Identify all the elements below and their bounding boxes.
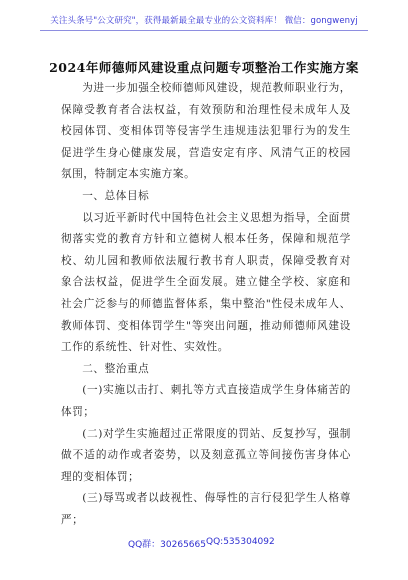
qq-contact-number: QQ:535304092	[206, 537, 275, 547]
header-divider	[40, 30, 368, 31]
intro-paragraph: 为进一步加强全校师德师风建设，规范教师职业行为，保障受教育者合法权益，有效预防和治理性侵未成年人及校园体罚、变相体罚等侵害学生违规违法犯罪行为的发生促进学生身心健康发展，营造安定有序、风清气正的校园氛围，特制定本实施方案。	[61, 82, 351, 181]
goals-paragraph: 以习近平新时代中国特色社会主义思想为指导，全面贯彻落实党的教育方针和立德树人根本任务，保障和规范学校、幼儿园和教师依法履行教书育人职责，保障受教育对象合法权益，促进学生全面发展。建立健全学校、家庭和社会广泛参与的师德监督体系，集中整治"性侵未成年人、教师体罚、变相体罚学生"等突出问题，推动师德师风建设工作的系统性、针对性、实效性。	[61, 211, 351, 354]
document-body	[61, 78, 351, 531]
focus-item-1: (一)实施以击打、刺扎等方式直接造成学生身体痛苦的体罚；	[61, 384, 351, 418]
focus-item-3: (三)辱骂或者以歧视性、侮辱性的言行侵犯学生人格尊严；	[61, 492, 351, 526]
section-heading-focus: 二、整治重点	[82, 362, 150, 375]
document-title: 2024年师德师风建设重点问题专项整治工作实施方案	[49, 60, 359, 75]
section-heading-goals: 一、总体目标	[82, 189, 150, 202]
focus-item-2: (二)对学生实施超过正常限度的罚站、反复抄写，强制做不适的动作或者姿势，以及刻意孤立等间接伤害身体心理的变相体罚；	[61, 427, 351, 483]
qq-group-number: QQ群：30265665	[128, 540, 206, 550]
header-banner: 关注头条号"公文研究"，获得最新最全最专业的公文资料库！ 微信：gongwenyj	[50, 16, 358, 26]
